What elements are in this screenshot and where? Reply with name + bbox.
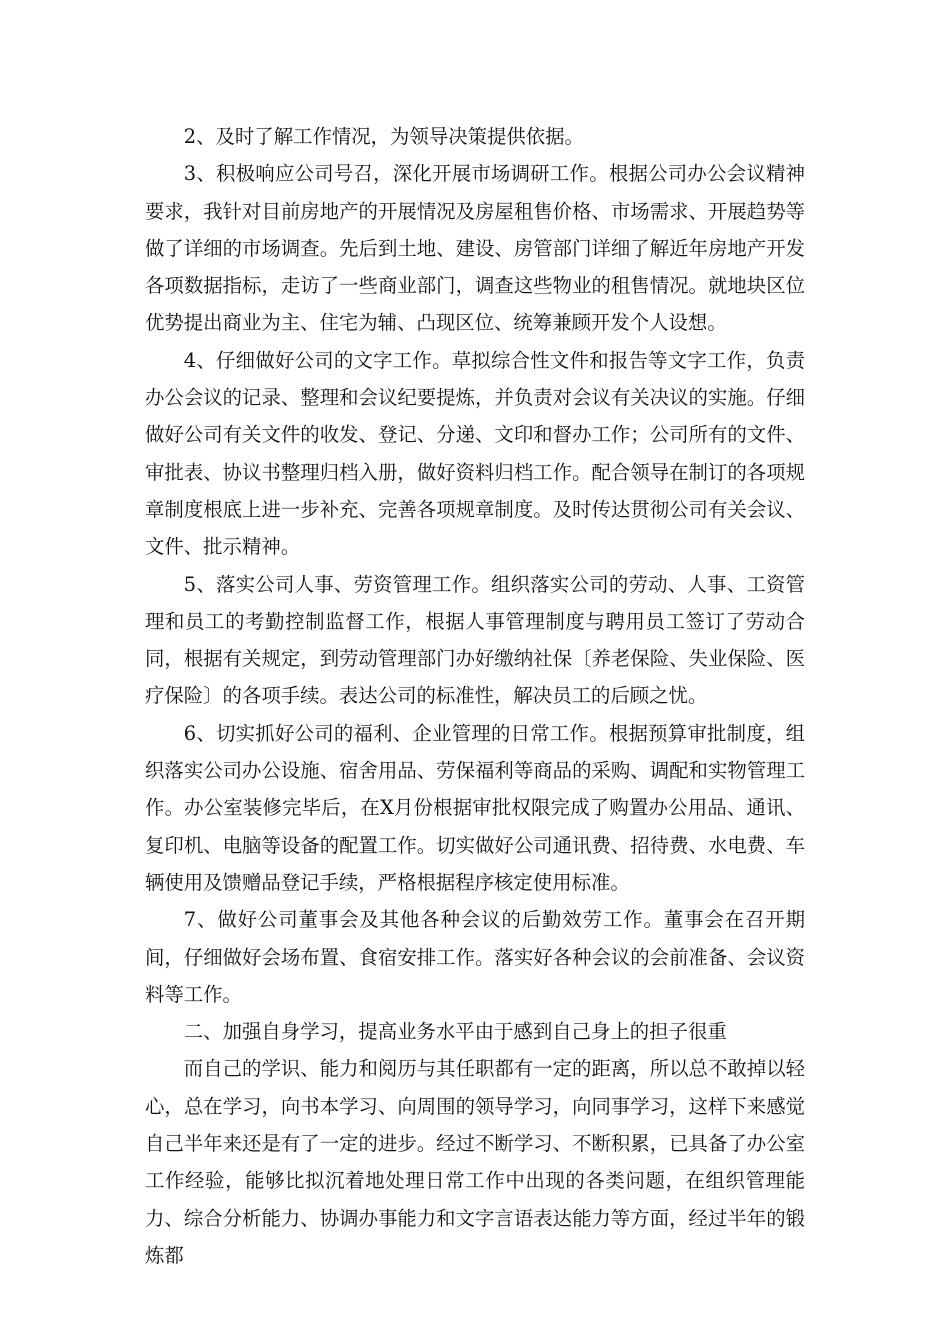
document-body [145,118,805,1274]
paragraph-item-3: 3、积极响应公司号召，深化开展市场调研工作。根据公司办公会议精神要求，我针对目前房地产的开展情况及房屋租售价格、市场需求、开展趋势等做了详细的市场调查。先后到土地、建设、房管部门详细了解近年房地产开发各项数据指标，走访了一些商业部门，调查这些物业的租售情况。就地块区位优势提出商业为主、住宅为辅、凸现区位、统筹兼顾开发个人设想。 [145,162,805,335]
paragraph-item-4: 4、仔细做好公司的文字工作。草拟综合性文件和报告等文字工作，负责办公会议的记录、整理和会议纪要提炼，并负责对会议有关决议的实施。仔细做好公司有关文件的收发、登记、分递、文印和督办工作；公司所有的文件、审批表、协议书整理归档入册，做好资料归档工作。配合领导在制订的各项规章制度根底上进一步补充、完善各项规章制度。及时传达贯彻公司有关会议、文件、批示精神。 [145,348,805,559]
paragraph-item-6: 6、切实抓好公司的福利、企业管理的日常工作。根据预算审批制度，组织落实公司办公设施、宿舍用品、劳保福利等商品的采购、调配和实物管理工作。办公室装修完毕后，在X月份根据审批权限完成了购置办公用品、通讯、复印机、电脑等设备的配置工作。切实做好公司通讯费、招待费、水电费、车辆使用及馈赠品登记手续，严格根据程序核定使用标准。 [145,721,805,894]
paragraph-item-5: 5、落实公司人事、劳资管理工作。组织落实公司的劳动、人事、工资管理和员工的考勤控制监督工作，根据人事管理制度与聘用员工签订了劳动合同，根据有关规定，到劳动管理部门办好缴纳社保〔养老保险、失业保险、医疗保险〕的各项手续。表达公司的标准性，解决员工的后顾之忧。 [145,572,805,708]
paragraph-study: 而自己的学识、能力和阅历与其任职都有一定的距离，所以总不敢掉以轻心，总在学习，向书本学习、向周围的领导学习，向同事学习，这样下来感觉自己半年来还是有了一定的进步。经过不断学习、不断积累，已具备了办公室工作经验，能够比拟沉着地处理日常工作中出现的各类问题，在组织管理能力、综合分析能力、协调办事能力和文字言语表达能力等方面，经过半年的锻炼都 [145,1057,805,1267]
section-heading: 二、加强自身学习，提高业务水平由于感到自己身上的担子很重 [183,1020,727,1044]
paragraph-item-2: 2、及时了解工作情况，为领导决策提供依据。 [183,125,584,148]
paragraph-item-7: 7、做好公司董事会及其他各种会议的后勤效劳工作。董事会在召开期间，仔细做好会场布置、食宿安排工作。落实好各种会议的会前准备、会议资料等工作。 [145,908,805,1006]
